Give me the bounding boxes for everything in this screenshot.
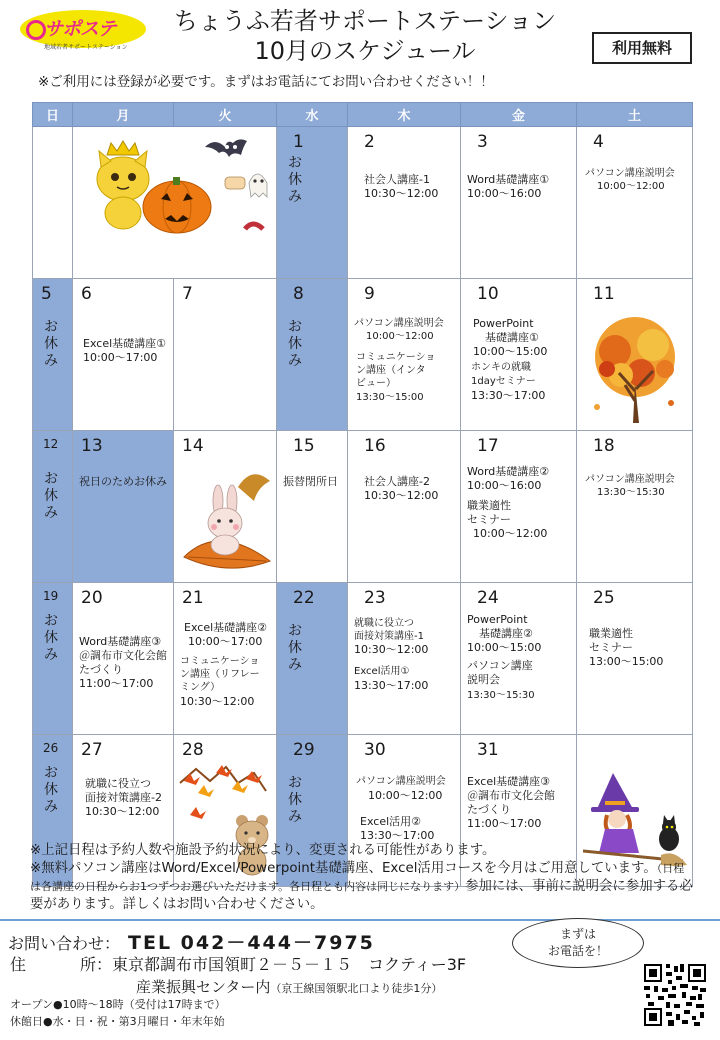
- event-title: Excel基礎講座③: [467, 775, 550, 788]
- weekday-wed: 水: [277, 103, 348, 127]
- event-time: 13:30～15:00: [356, 392, 424, 403]
- rest-label: お 休 み: [44, 319, 58, 369]
- day-number: 14: [182, 436, 204, 456]
- week-row: [33, 583, 693, 735]
- access-info: （京王線国領駅北口より徒歩1分）: [270, 982, 443, 995]
- event-time: 10:00～17:00: [83, 351, 158, 364]
- day-number: 27: [81, 740, 103, 760]
- address-text: 東京都調布市国領町２－５－１５ コクティー3F: [112, 955, 467, 974]
- rest-label: お 休 み: [288, 775, 302, 825]
- day-cell: [577, 431, 693, 583]
- event-title: ミング）: [180, 682, 221, 693]
- rest-label: お 休 み: [44, 613, 58, 663]
- day-number: 24: [477, 588, 499, 608]
- event-time: 10:30～12:00: [364, 187, 439, 200]
- bubble-line-1: まずは: [559, 927, 596, 941]
- address-label-1: 住: [10, 955, 27, 974]
- day-cell: [73, 431, 174, 583]
- day-number: 11: [593, 284, 615, 304]
- event-title: 面接対策講座-2: [85, 791, 162, 804]
- event-time: 10:30～12:00: [180, 695, 255, 708]
- day-number: 23: [364, 588, 386, 608]
- event-title: 職業適性: [589, 627, 633, 640]
- event-title: Excel基礎講座②: [184, 621, 267, 634]
- event-time: 10:30～12:00: [354, 643, 429, 656]
- note-pc-courses-detail: （日程は各講座の日程からお1つずつお選びいただけます。各日程とも内容は同じになります）: [30, 862, 685, 893]
- event-title: パソコン講座説明会: [356, 776, 446, 787]
- event-title: Word基礎講座②: [467, 465, 550, 478]
- weekday-fri: 金: [461, 103, 577, 127]
- free-badge: 利用無料: [592, 32, 692, 64]
- event-title: 就職に役立つ: [354, 618, 414, 629]
- bubble-line-2: お電話を！: [547, 944, 608, 958]
- event-location: ＠調布市文化会館: [79, 649, 167, 662]
- week-row: [33, 127, 693, 279]
- event-title: Excel活用①: [354, 666, 410, 677]
- day-number: 9: [364, 284, 375, 304]
- halloween-illustration: [77, 133, 273, 237]
- event-title: 社会人講座-1: [364, 173, 430, 186]
- day-number: 16: [364, 436, 386, 456]
- event-time: 13:30～15:30: [467, 690, 535, 701]
- day-number: 3: [477, 132, 488, 152]
- event-title: パソコン講座説明会: [585, 168, 675, 179]
- day-cell: [348, 583, 461, 735]
- event-time: 10:00～12:00: [368, 789, 443, 802]
- day-cell: [348, 279, 461, 431]
- event-location: ＠調布市文化会館: [467, 789, 555, 802]
- phone-number[interactable]: TEL 042－444－7975: [128, 932, 375, 954]
- rest-label: お 休 み: [44, 471, 58, 521]
- address-label-2: 所：: [80, 955, 113, 974]
- opening-hours: オープン●10時～18時（受付は17時まで）: [10, 998, 226, 1011]
- event-title: 振替閉所日: [283, 475, 338, 488]
- event-time: 10:00～15:00: [473, 345, 548, 358]
- note-pc-courses-requirement: 参加には、事前に説明会に参加する必要があります。詳しくはお問い合わせください。: [30, 879, 693, 912]
- day-number: 12: [43, 437, 59, 451]
- day-cell: [277, 431, 348, 583]
- rest-label: お 休 み: [44, 765, 58, 815]
- event-time: 10:00～15:00: [467, 641, 542, 654]
- footnotes: [30, 842, 694, 914]
- event-title: Word基礎講座③: [79, 635, 162, 648]
- logo-ring-icon: [26, 20, 46, 40]
- event-title: 説明会: [467, 673, 500, 686]
- event-time: 10:00～12:00: [473, 527, 548, 540]
- event-time: 10:00～16:00: [467, 479, 542, 492]
- event-time: 13:00～15:00: [589, 655, 664, 668]
- weekday-thu: 木: [348, 103, 461, 127]
- event-title: パソコン講座説明会: [354, 318, 444, 329]
- day-number: 15: [293, 436, 315, 456]
- day-number: 20: [81, 588, 103, 608]
- day-number: 18: [593, 436, 615, 456]
- qr-code-icon[interactable]: [642, 962, 708, 1028]
- weekday-sat: 土: [577, 103, 693, 127]
- event-title: 職業適性: [467, 499, 511, 512]
- day-number: 10: [477, 284, 499, 304]
- event-location: たづくり: [467, 803, 511, 816]
- day-cell: [461, 583, 577, 735]
- title-line-1: ちょうふ若者サポートステーション: [173, 7, 557, 35]
- day-number: 13: [81, 436, 103, 456]
- call-us-bubble: [512, 918, 644, 968]
- event-title: パソコン講座説明会: [585, 474, 675, 485]
- event-title: 就職に役立つ: [85, 777, 151, 790]
- day-cell-empty: [73, 127, 277, 279]
- weekday-tue: 火: [174, 103, 277, 127]
- event-time: 13:30～17:00: [354, 679, 429, 692]
- event-title: セミナー: [467, 513, 511, 526]
- event-title: PowerPoint: [467, 613, 528, 626]
- note-pc-courses: [30, 860, 694, 914]
- contact-building: [136, 976, 442, 997]
- logo: [20, 10, 146, 56]
- day-cell: [174, 279, 277, 431]
- day-cell: [577, 583, 693, 735]
- event-title: パソコン講座: [467, 659, 533, 672]
- day-number: 29: [293, 740, 315, 760]
- rest-label: お 休 み: [288, 319, 302, 369]
- day-number: 21: [182, 588, 204, 608]
- day-number: 6: [81, 284, 92, 304]
- logo-subtitle: 地域若者サポートステーション: [44, 44, 128, 51]
- event-time: 13:30～17:00: [471, 389, 546, 402]
- weekday-header-row: [33, 103, 693, 127]
- event-title: 面接対策講座-1: [354, 631, 424, 642]
- rest-label: お 休 み: [288, 155, 302, 205]
- day-cell: [277, 127, 348, 279]
- event-title: ン講座（リフレー: [180, 669, 260, 680]
- event-title: 基礎講座①: [485, 331, 539, 344]
- logo-text: サポステ: [44, 18, 116, 40]
- weekday-mon: 月: [73, 103, 174, 127]
- event-title: 1dayセミナー: [471, 376, 536, 387]
- day-cell: [461, 431, 577, 583]
- event-title: ビュー）: [356, 378, 396, 389]
- day-number: 8: [293, 284, 304, 304]
- event-time: 10:00～17:00: [188, 635, 263, 648]
- day-cell: [174, 431, 277, 583]
- day-cell-empty: [33, 127, 73, 279]
- day-cell: [577, 279, 693, 431]
- event-title: セミナー: [589, 641, 633, 654]
- note-schedule-change: ※上記日程は予約人数や施設予約状況により、変更される可能性があります。: [30, 843, 496, 858]
- title-line-2: 10月のスケジュール: [254, 37, 476, 65]
- event-title: コミュニケーショ: [180, 656, 260, 667]
- day-cell: [461, 127, 577, 279]
- rabbit-on-leaf-illustration: [178, 465, 274, 577]
- event-time: 10:30～12:00: [85, 805, 160, 818]
- day-cell: [277, 279, 348, 431]
- day-number: 4: [593, 132, 604, 152]
- day-cell: [348, 127, 461, 279]
- day-number: 17: [477, 436, 499, 456]
- building-name: 産業振興センター内: [136, 978, 271, 996]
- inquiry-label: お問い合わせ：: [8, 934, 121, 953]
- event-time: 10:00～16:00: [467, 187, 542, 200]
- weekday-sun: 日: [33, 103, 73, 127]
- day-number: 25: [593, 588, 615, 608]
- day-number: 1: [293, 132, 304, 152]
- day-number: 19: [43, 589, 59, 603]
- event-title: Excel基礎講座①: [83, 337, 166, 350]
- contact-address: [10, 952, 466, 975]
- day-number: 7: [182, 284, 193, 304]
- calendar: [32, 102, 693, 887]
- event-title: PowerPoint: [473, 317, 534, 330]
- event-time: 10:00～12:00: [597, 181, 665, 192]
- day-cell: [73, 279, 174, 431]
- day-number: 26: [43, 741, 59, 755]
- registration-notice: ※ご利用には登録が必要です。まずはお電話にてお問い合わせください！！: [38, 74, 494, 90]
- event-title: Word基礎講座①: [467, 173, 550, 186]
- event-title: コミュニケーショ: [356, 352, 436, 363]
- day-cell: [33, 431, 73, 583]
- day-cell: [33, 279, 73, 431]
- event-title: 祝日のためお休み: [79, 475, 167, 488]
- day-number: 22: [293, 588, 315, 608]
- day-number: 28: [182, 740, 204, 760]
- page-title: [150, 6, 580, 66]
- week-row: [33, 279, 693, 431]
- closed-days: 休館日●水・日・祝・第3月曜日・年末年始: [10, 1015, 225, 1028]
- note-pc-courses-main: ※無料パソコン講座はWord/Excel/Powerpoint基礎講座、Excel活用コースを今月はご用意しています。: [30, 861, 657, 876]
- day-number: 31: [477, 740, 499, 760]
- event-title: 社会人講座-2: [364, 475, 430, 488]
- event-time: 10:30～12:00: [364, 489, 439, 502]
- day-cell: [577, 127, 693, 279]
- day-cell: [461, 279, 577, 431]
- event-time: 13:30～17:00: [360, 829, 435, 842]
- day-cell: [174, 583, 277, 735]
- rest-label: お 休 み: [288, 623, 302, 673]
- event-title: ン講座（インタ: [356, 365, 426, 376]
- event-title: ホンキの就職: [471, 362, 531, 373]
- day-number: 5: [41, 284, 52, 304]
- day-number: 2: [364, 132, 375, 152]
- autumn-tree-illustration: [585, 311, 685, 427]
- day-cell: [277, 583, 348, 735]
- day-cell: [33, 583, 73, 735]
- week-row: [33, 431, 693, 583]
- day-number: 30: [364, 740, 386, 760]
- day-cell: [348, 431, 461, 583]
- event-time: 10:00～12:00: [366, 331, 434, 342]
- contact-phone: [8, 928, 375, 955]
- event-title: Excel活用②: [360, 815, 421, 828]
- event-location: たづくり: [79, 663, 123, 676]
- event-time: 11:00～17:00: [467, 817, 542, 830]
- event-time: 11:00～17:00: [79, 677, 154, 690]
- day-cell: [73, 583, 174, 735]
- event-time: 13:30～15:30: [597, 487, 665, 498]
- event-title: 基礎講座②: [479, 627, 533, 640]
